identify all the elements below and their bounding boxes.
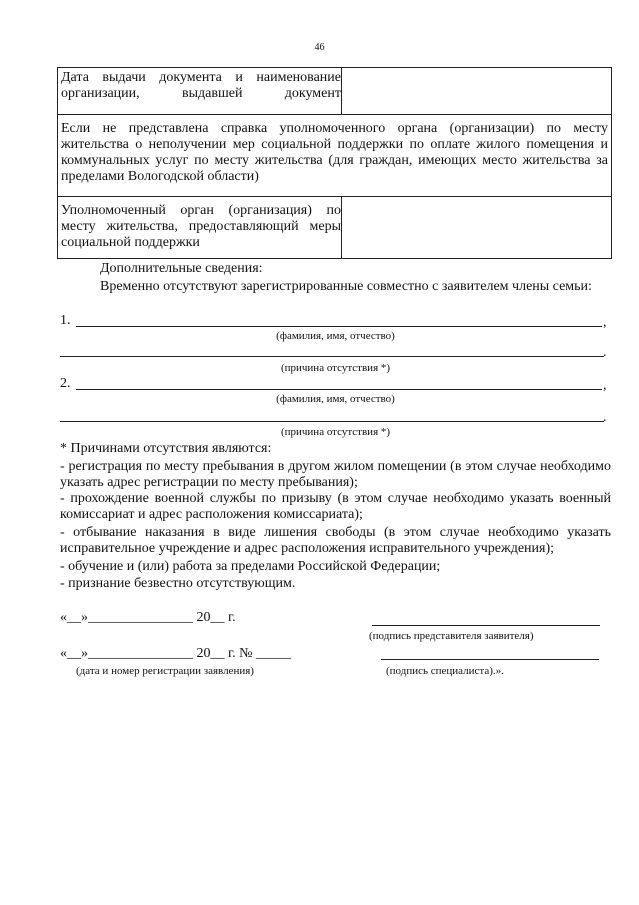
info-table-row-2: [57, 114, 612, 197]
document-issue-value-cell: [342, 68, 612, 115]
caption-specialist-signature: (подпись специалиста).».: [386, 665, 504, 677]
document-issue-label-cell: [58, 68, 342, 115]
specialist-signature-line[interactable]: [381, 659, 599, 660]
authority-label-cell: [58, 197, 342, 259]
absent-member-1-reason-line[interactable]: [60, 356, 604, 357]
caption-reason-2: (причина отсутствия *): [280, 426, 391, 438]
authority-value-cell: [342, 197, 612, 259]
no-certificate-cell: [58, 115, 612, 197]
document-issue-label: Дата выдачи документа и наименование организации, выдавшей документ: [61, 70, 341, 101]
page-number: 46: [314, 42, 325, 53]
absent-member-2-name-line[interactable]: [76, 389, 602, 390]
caption-name-2: (фамилия, имя, отчество): [276, 393, 395, 405]
reason-item-2: - прохождение военной службы по призыву (в этом случае необходимо указать военный комиссариат и адрес расположения комиссариата);: [60, 491, 611, 522]
authority-label: Уполномоченный орган (организация) по месту жительства, предоставляющий меры социальной поддержки: [61, 203, 341, 250]
reasons-title: * Причинами отсутствия являются:: [60, 441, 272, 456]
absent-member-1-number: 1.: [60, 313, 71, 328]
comma-2: ,: [603, 378, 607, 393]
absent-member-2-number: 2.: [60, 376, 71, 391]
no-certificate-text: Если не представлена справка уполномоченного органа (организации) по месту жительства о неполучении мер социальной поддержки по оплате жилого помещения и коммунальных услуг по месту жительства (для граждан, имеющих место жительства за пределами Вологодской области): [61, 121, 608, 184]
application-date-line-1[interactable]: «__»_______________ 20__ г.: [60, 610, 236, 625]
comma-1: ,: [603, 315, 607, 330]
application-date-line-2[interactable]: «__»_______________ 20__ г. № _____: [60, 646, 292, 661]
absent-member-1-name-line[interactable]: [76, 326, 602, 327]
absent-members-intro: Временно отсутствуют зарегистрированные совместно с заявителем члены семьи:: [100, 279, 592, 294]
representative-signature-line[interactable]: [372, 625, 600, 626]
absent-member-2-reason-line[interactable]: [60, 421, 604, 422]
caption-representative-signature: (подпись представителя заявителя): [369, 630, 534, 642]
reason-item-3: - отбывание наказания в виде лишения свободы (в этом случае необходимо указать исправительное учреждение и адрес расположения исправительного учреждения);: [60, 525, 611, 556]
caption-reason-1: (причина отсутствия *): [280, 362, 391, 374]
info-table-row-1: [57, 67, 612, 115]
reason-item-5: - признание безвестно отсутствующим.: [60, 576, 296, 591]
caption-registration: (дата и номер регистрации заявления): [76, 665, 254, 677]
reason-item-4: - обучение и (или) работа за пределами Российской Федерации;: [60, 559, 441, 574]
reason-item-1: - регистрация по месту пребывания в другом жилом помещении (в этом случае необходимо указать адрес регистрации по месту пребывания);: [60, 459, 611, 490]
period-2: .: [603, 410, 607, 425]
additional-info-heading: Дополнительные сведения:: [100, 261, 263, 276]
period-1: .: [603, 345, 607, 360]
caption-name-1: (фамилия, имя, отчество): [276, 330, 395, 342]
info-table-row-3: [57, 196, 612, 259]
